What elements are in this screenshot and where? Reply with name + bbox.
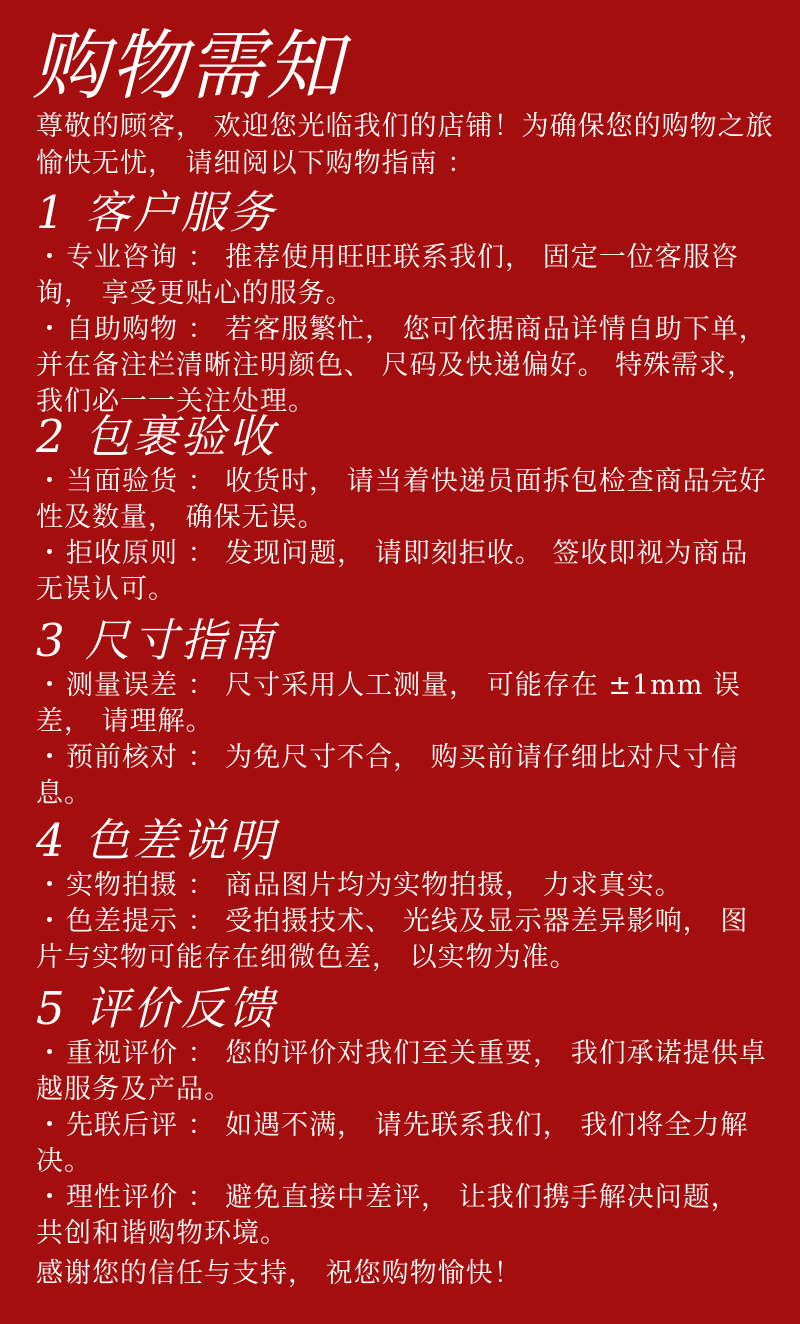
section-color-difference xyxy=(36,812,776,976)
list-item-text: 测量误差 ： 尺寸采用人工测量， 可能存在 ±1mm 误差， 请理解。 xyxy=(36,670,741,737)
section-heading: 1 客户服务 xyxy=(36,186,277,239)
list-item-text: 理性评价 ： 避免直接中差评， 让我们携手解决问题， 共创和谐购物环境。 xyxy=(36,1182,739,1249)
bullet-icon: ・ xyxy=(36,242,64,273)
list-item-text: 预前核对 ： 为免尺寸不合， 购买前请仔细比对尺寸信息。 xyxy=(36,742,739,809)
bullet-icon: ・ xyxy=(36,670,64,701)
bullet-icon: ・ xyxy=(36,742,64,773)
list-item-text: 先联后评 ： 如遇不满， 请先联系我们， 我们将全力解决。 xyxy=(36,1110,749,1177)
bullet-icon: ・ xyxy=(36,1110,64,1141)
list-item-text: 专业咨询 ： 推荐使用旺旺联系我们， 固定一位客服咨询， 享受更贴心的服务。 xyxy=(36,242,739,309)
section-customer-service xyxy=(36,184,776,420)
list-item-text: 实物拍摄 ： 商品图片均为实物拍摄， 力求真实。 xyxy=(66,870,683,901)
list-item-text: 自助购物 ： 若客服繁忙， 您可依据商品详情自助下单， 并在备注栏清晰注明颜色、 尺码及快递偏好。 特殊需求， 我们必一一关注处理。 xyxy=(36,314,767,417)
list-item-text: 当面验货 ： 收货时， 请当着快递员面拆包检查商品完好性及数量， 确保无误。 xyxy=(36,466,767,533)
bullet-icon: ・ xyxy=(36,1038,64,1069)
bullet-icon: ・ xyxy=(36,870,64,901)
list-item xyxy=(36,1036,776,1108)
section-heading: 4 色差说明 xyxy=(36,814,277,867)
list-item xyxy=(36,740,776,812)
list-item xyxy=(36,1180,776,1252)
bullet-icon: ・ xyxy=(36,314,64,345)
list-item-text: 重视评价 ： 您的评价对我们至关重要， 我们承诺提供卓越服务及产品。 xyxy=(36,1038,767,1105)
bullet-icon: ・ xyxy=(36,1182,64,1213)
section-heading: 2 包裹验收 xyxy=(36,410,277,463)
section-heading: 3 尺寸指南 xyxy=(36,614,277,667)
section-size-guide xyxy=(36,612,776,812)
section-review-feedback xyxy=(36,980,776,1252)
list-item xyxy=(36,312,776,420)
list-item-text: 色差提示 ： 受拍摄技术、 光线及显示器差异影响， 图片与实物可能存在细微色差， 以实物为准。 xyxy=(36,906,749,973)
list-item-text: 拒收原则 ： 发现问题， 请即刻拒收。 签收即视为商品无误认可。 xyxy=(36,538,749,605)
page-title: 购物需知 xyxy=(32,21,344,110)
section-heading: 5 评价反馈 xyxy=(36,982,277,1035)
intro-text: 尊敬的顾客， 欢迎您光临我们的店铺！为确保您的购物之旅愉快无忧， 请细阅以下购物指南 ： xyxy=(36,111,774,179)
bullet-icon: ・ xyxy=(36,906,64,937)
list-item xyxy=(36,868,776,904)
closing-text: 感谢您的信任与支持， 祝您购物愉快！ xyxy=(36,1258,522,1289)
list-item xyxy=(36,536,776,608)
bullet-icon: ・ xyxy=(36,538,64,569)
list-item xyxy=(36,904,776,976)
list-item xyxy=(36,240,776,312)
list-item xyxy=(36,668,776,740)
list-item xyxy=(36,1108,776,1180)
list-item xyxy=(36,464,776,536)
section-package-inspection xyxy=(36,408,776,608)
bullet-icon: ・ xyxy=(36,466,64,497)
